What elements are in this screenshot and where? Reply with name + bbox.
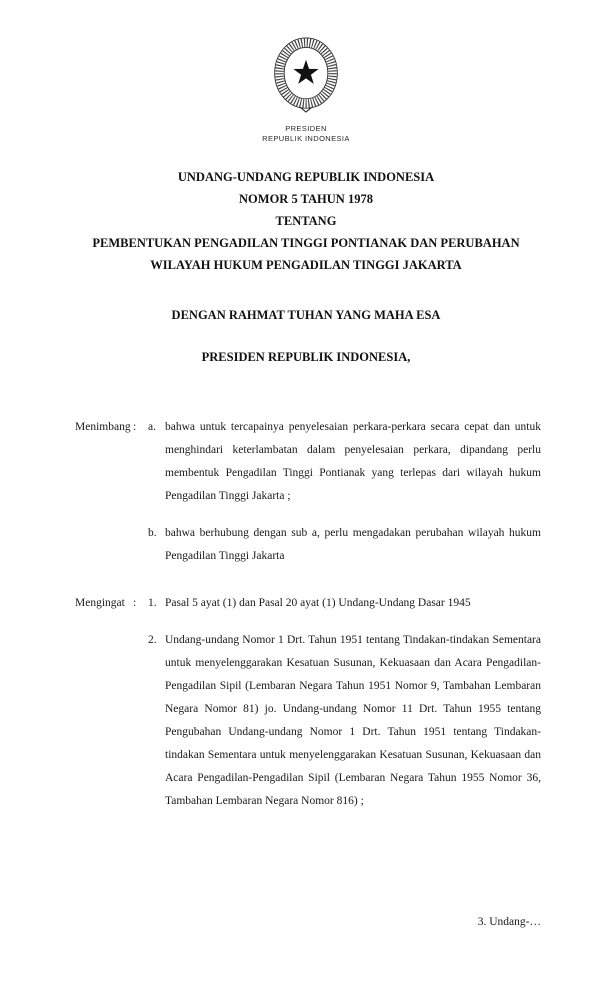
item-text: Undang-undang Nomor 1 Drt. Tahun 1951 tentang Tindakan-tindakan Sementara untuk menyelenggarakan Kesatuan Susunan, Kekuasaan dan Acara Pengadilan-Pengadilan Sipil (Lembaran Negara Tahun 1951 Nomor 9, Tambahan Lembaran Negara Nomor 81) jo. Undang-undang Nomor 11 Drt. Tahun 1955 tentang Pengubahan Undang-undang Nomor 1 Drt. Tahun 1951 tentang Tindakan-tindakan Sementara untuk menyelenggarakan Kesatuan Susunan, Kekuasaan dan Acara Pengadilan-Pengadilan Sipil (Lembaran Negara Tahun 1955 Nomor 36, Tambahan Lembaran Negara Nomor 816) ; xyxy=(165,634,541,807)
title-line-4: PEMBENTUKAN PENGADILAN TINGGI PONTIANAK DAN PERUBAHAN xyxy=(92,236,520,250)
title-line-1: UNDANG-UNDANG REPUBLIK INDONESIA xyxy=(177,170,435,184)
title-line-5: WILAYAH HUKUM PENGADILAN TINGGI JAKARTA xyxy=(150,258,462,272)
presidential-seal xyxy=(0,0,612,144)
authority-line: PRESIDEN REPUBLIK INDONESIA, xyxy=(201,350,411,364)
clause-separator: : xyxy=(133,421,137,433)
page-catchword: 3. Undang-… xyxy=(477,916,541,928)
list-item xyxy=(148,416,541,508)
clause-items xyxy=(148,416,541,568)
item-marker: a. xyxy=(148,421,156,433)
seal-caption-line2: REPUBLIK INDONESIA xyxy=(262,134,350,143)
clause-separator: : xyxy=(133,597,137,609)
star-icon xyxy=(293,60,318,84)
document-body xyxy=(0,416,612,813)
title-line-2: NOMOR 5 TAHUN 1978 xyxy=(239,192,373,206)
item-marker: 2. xyxy=(148,634,157,646)
garuda-wreath-star-icon xyxy=(268,34,344,116)
list-item xyxy=(148,629,541,813)
clause-label: Menimbang xyxy=(75,421,131,433)
seal-caption xyxy=(0,124,612,144)
clause-menimbang xyxy=(75,416,541,568)
invocation-line: DENGAN RAHMAT TUHAN YANG MAHA ESA xyxy=(171,308,441,322)
document-title-block xyxy=(0,166,612,368)
clause-label: Mengingat xyxy=(75,597,125,609)
clause-mengingat xyxy=(75,592,541,813)
seal-caption-line1: PRESIDEN xyxy=(285,124,327,133)
list-item xyxy=(148,522,541,568)
item-text: bahwa untuk tercapainya penyelesaian perkara-perkara secara cepat dan untuk menghindari keterlambatan dalam penyelesaian perkara, dipandang perlu membentuk Pengadilan Tinggi Pontianak yang terlepas dari wilayah hukum Pengadilan Tinggi Jakarta ; xyxy=(165,421,541,502)
item-text: bahwa berhubung dengan sub a, perlu mengadakan perubahan wilayah hukum Pengadilan Tinggi Jakarta xyxy=(165,527,541,562)
item-marker: 1. xyxy=(148,597,157,609)
item-text: Pasal 5 ayat (1) dan Pasal 20 ayat (1) Undang-Undang Dasar 1945 xyxy=(165,597,471,609)
list-item xyxy=(148,592,541,615)
item-marker: b. xyxy=(148,527,157,539)
title-line-3: TENTANG xyxy=(275,214,337,228)
clause-items xyxy=(148,592,541,813)
